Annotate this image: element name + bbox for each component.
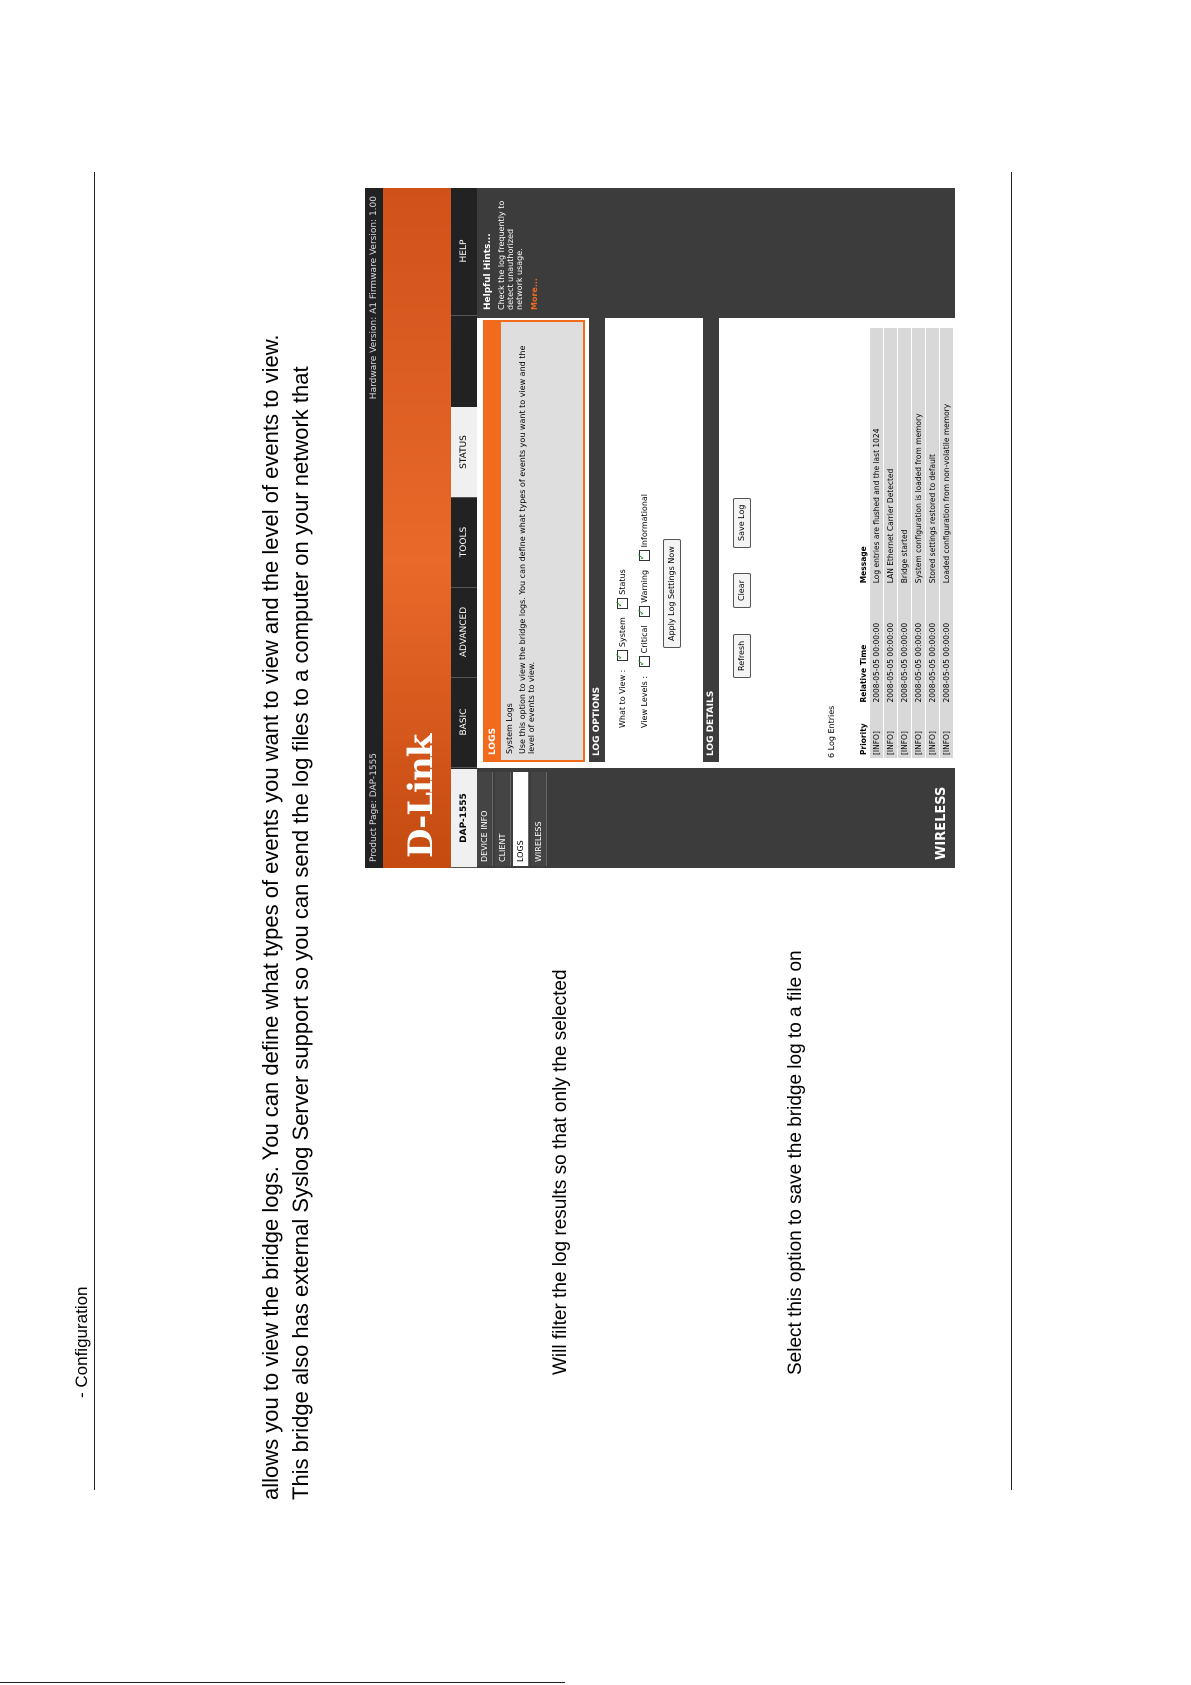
table-row: [912, 328, 926, 758]
message-cell: Bridge started: [898, 328, 912, 586]
header-banner: [383, 188, 451, 868]
message-cell: Loaded configuration from non-volatile memory: [940, 328, 954, 586]
help-more-link[interactable]: More...: [530, 278, 539, 310]
help-title: Helpful Hints...: [483, 233, 493, 310]
log-entries-count: 6 Log Entries: [827, 705, 836, 758]
time-cell: 2008-05-05 00:00:00: [912, 586, 926, 705]
tab-basic[interactable]: BASIC: [451, 677, 477, 768]
system-logs-description: Use this option to view the bridge logs. You can define what types of events you want to view and the level of events to view.: [518, 345, 536, 754]
top-info-bar: [365, 188, 383, 868]
status-checkbox[interactable]: [617, 598, 628, 609]
priority-cell: [INFO]: [912, 706, 926, 758]
intro-paragraph-line-2: This bridge also has external Syslog Server support so you can send the log files to a computer on your network that: [288, 366, 313, 1500]
critical-checkbox[interactable]: [639, 656, 650, 667]
save-log-button[interactable]: Save Log: [733, 498, 751, 548]
sidebar-item-device-info[interactable]: DEVICE INFO: [477, 772, 493, 866]
apply-log-settings-button[interactable]: Apply Log Settings Now: [663, 539, 681, 648]
logs-title: LOGS: [485, 322, 501, 760]
what-to-view-row: [617, 569, 628, 728]
time-cell: 2008-05-05 00:00:00: [870, 586, 884, 705]
table-row: [926, 328, 940, 758]
time-cell: 2008-05-05 00:00:00: [940, 586, 954, 705]
logs-intro-box: [483, 320, 585, 762]
model-tab: DAP-1555: [451, 769, 477, 868]
system-option-label: System: [618, 617, 627, 648]
priority-cell: [INFO]: [940, 706, 954, 758]
callout-filter-description: Will filter the log results so that only the selected: [550, 969, 571, 1375]
system-checkbox[interactable]: [617, 650, 628, 661]
view-levels-label: View Levels :: [640, 675, 649, 728]
help-text: Check the log frequently to detect unauthorized network usage.: [497, 200, 524, 310]
table-row: [870, 328, 884, 758]
time-cell: 2008-05-05 00:00:00: [898, 586, 912, 705]
priority-cell: [INFO]: [870, 706, 884, 758]
message-cell: Stored settings restored to default: [926, 328, 940, 586]
view-levels-row: [639, 494, 650, 728]
top-border-rule: [94, 172, 95, 1490]
time-cell: 2008-05-05 00:00:00: [926, 586, 940, 705]
log-table-header: [857, 328, 870, 758]
sidebar-item-logs[interactable]: LOGS: [513, 772, 529, 866]
what-to-view-label: What to View :: [618, 669, 627, 728]
log-details-header: LOG DETAILS: [703, 318, 719, 762]
tab-tools[interactable]: TOOLS: [451, 497, 477, 588]
log-options-header: LOG OPTIONS: [589, 318, 605, 762]
system-logs-label: System Logs: [505, 703, 514, 754]
priority-cell: [INFO]: [926, 706, 940, 758]
intro-paragraph-line-1: allows you to view the bridge logs. You can define what types of events you want to view and the level of events to view.: [258, 334, 283, 1500]
tab-status[interactable]: STATUS: [451, 407, 477, 498]
table-row: [940, 328, 954, 758]
refresh-button[interactable]: Refresh: [733, 634, 751, 678]
column-header-message: Message: [857, 328, 870, 586]
sidebar-item-wireless[interactable]: WIRELESS: [531, 772, 547, 866]
priority-cell: [INFO]: [898, 706, 912, 758]
version-info: Hardware Version: A1 Firmware Version: 1.00: [369, 196, 379, 400]
critical-option-label: Critical: [640, 625, 649, 654]
log-table: [857, 328, 954, 758]
footer-brand: WIRELESS: [934, 786, 949, 860]
clear-button[interactable]: Clear: [733, 573, 751, 608]
callout-save-description: Select this option to save the bridge log to a file on: [785, 950, 806, 1375]
warning-checkbox[interactable]: [639, 606, 650, 617]
time-cell: 2008-05-05 00:00:00: [884, 586, 898, 705]
message-cell: System configuration is loaded from memory: [912, 328, 926, 586]
message-cell: Log entries are flushed and the last 1024: [870, 328, 884, 586]
nav-tabs: [451, 188, 477, 868]
product-page-label: Product Page: DAP-1555: [369, 752, 379, 862]
informational-option-label: Informational: [640, 493, 649, 548]
warning-option-label: Warning: [640, 569, 649, 603]
priority-cell: [INFO]: [884, 706, 898, 758]
message-cell: LAN Ethernet Carrier Detected: [884, 328, 898, 586]
table-row: [898, 328, 912, 758]
section-label: - Configuration: [72, 1286, 91, 1398]
main-content: [477, 318, 955, 768]
tab-help[interactable]: HELP: [451, 188, 477, 316]
page-footer-rule: [0, 1682, 565, 1683]
help-panel: [477, 188, 955, 316]
table-row: [884, 328, 898, 758]
informational-checkbox[interactable]: [639, 550, 650, 561]
logs-screenshot: [365, 188, 955, 868]
sidebar-item-client[interactable]: CLIENT: [495, 772, 511, 866]
column-header-priority: Priority: [857, 706, 870, 758]
dlink-logo: D-Link: [401, 734, 441, 858]
column-header-relative-time: Relative Time: [857, 586, 870, 705]
sidebar: [477, 770, 955, 868]
status-option-label: Status: [618, 569, 627, 595]
bottom-border-rule: [1011, 172, 1012, 1490]
tab-advanced[interactable]: ADVANCED: [451, 587, 477, 678]
